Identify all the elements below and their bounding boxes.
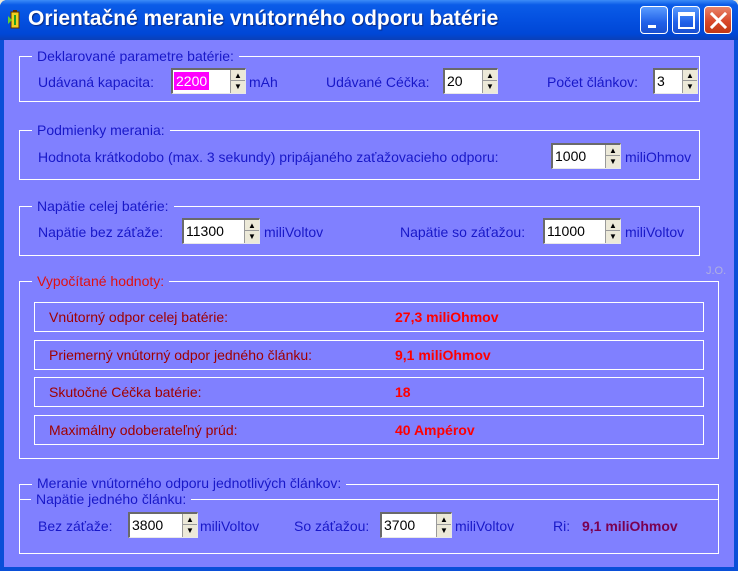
cell-measure-legend: Meranie vnútorného odporu jednotlivých článkov:	[32, 475, 346, 491]
c-rating-input[interactable]: 20	[447, 73, 463, 89]
voltage-no-load-label: Napätie bez záťaže:	[38, 224, 164, 240]
result-label: Maximálny odoberateľný prúd:	[49, 422, 238, 438]
spin-down-icon[interactable]: ▼	[609, 232, 617, 241]
conditions-legend: Podmienky merania:	[32, 122, 170, 138]
result-label: Vnútorný odpor celej batérie:	[49, 309, 228, 325]
c-rating-spinner[interactable]	[443, 68, 498, 94]
ri-value: 9,1 miliOhmov	[582, 518, 678, 534]
cell-voltage-legend: Napätie jedného článku:	[31, 491, 191, 507]
load-resistor-spin-arrows[interactable]	[605, 145, 620, 168]
ri-label: Ri:	[553, 518, 571, 534]
cells-count-input[interactable]: 3	[657, 73, 665, 89]
cells-count-label: Počet článkov:	[547, 74, 639, 90]
voltage-load-label: Napätie so záťažou:	[400, 224, 526, 240]
cells-count-spinner[interactable]	[653, 68, 698, 94]
cell-no-load-input[interactable]: 3800	[132, 517, 164, 533]
spin-up-icon[interactable]: ▲	[683, 70, 697, 81]
capacity-input[interactable]: 2200	[176, 73, 208, 89]
result-value: 40 Ampérov	[395, 422, 475, 438]
voltage-load-unit: miliVoltov	[625, 224, 685, 240]
capacity-unit: mAh	[249, 74, 278, 90]
spin-up-icon[interactable]: ▲	[437, 514, 451, 525]
capacity-label: Udávaná kapacita:	[38, 74, 154, 90]
cell-no-load-spinner[interactable]	[128, 512, 198, 538]
cells-count-spin-arrows[interactable]	[682, 70, 697, 93]
spin-up-icon[interactable]: ▲	[606, 145, 620, 156]
voltage-load-spin-arrows[interactable]	[605, 220, 620, 243]
minimize-button[interactable]	[640, 6, 668, 34]
c-rating-label: Udávané Céčka:	[326, 74, 430, 90]
voltage-load-input[interactable]: 11000	[547, 223, 585, 239]
cell-load-unit: miliVoltov	[455, 518, 515, 534]
spin-down-icon[interactable]: ▼	[440, 526, 448, 535]
maximize-button[interactable]	[672, 6, 700, 34]
result-value: 27,3 miliOhmov	[395, 309, 499, 325]
battery-voltage-legend: Napätie celej batérie:	[32, 198, 174, 214]
cell-load-spinner[interactable]	[380, 512, 452, 538]
result-value: 18	[395, 384, 411, 400]
result-value: 9,1 miliOhmov	[395, 347, 491, 363]
spin-up-icon[interactable]: ▲	[483, 70, 497, 81]
cell-load-input[interactable]: 3700	[384, 517, 416, 533]
result-row	[34, 415, 704, 445]
title-bar[interactable]	[0, 0, 738, 40]
voltage-no-load-unit: miliVoltov	[264, 224, 324, 240]
voltage-load-spinner[interactable]	[543, 218, 621, 244]
spin-down-icon[interactable]: ▼	[486, 82, 494, 91]
cell-no-load-spin-arrows[interactable]	[182, 514, 197, 537]
author-mark: J.O.	[706, 265, 727, 277]
close-button[interactable]	[704, 6, 732, 34]
result-label: Skutočné Céčka batérie:	[49, 384, 202, 400]
battery-app-icon	[6, 10, 24, 30]
spin-up-icon[interactable]: ▲	[606, 220, 620, 231]
voltage-no-load-spinner[interactable]	[182, 218, 260, 244]
result-row	[34, 340, 704, 370]
spin-up-icon[interactable]: ▲	[183, 514, 197, 525]
spin-down-icon[interactable]: ▼	[686, 82, 694, 91]
spin-up-icon[interactable]: ▲	[245, 220, 259, 231]
client-area	[4, 40, 734, 567]
result-row	[34, 377, 704, 407]
cell-no-load-unit: miliVoltov	[200, 518, 260, 534]
load-resistor-label: Hodnota krátkodobo (max. 3 sekundy) pripájaného zaťažovacieho odporu:	[38, 149, 499, 165]
maximize-icon	[673, 7, 701, 35]
load-resistor-input[interactable]: 1000	[555, 148, 587, 164]
minimize-icon	[641, 7, 669, 35]
result-row	[34, 302, 704, 332]
result-label: Priemerný vnútorný odpor jedného článku:	[49, 347, 313, 363]
capacity-spinner[interactable]	[171, 68, 246, 94]
cell-load-spin-arrows[interactable]	[436, 514, 451, 537]
spin-down-icon[interactable]: ▼	[248, 232, 256, 241]
cell-load-label: So záťažou:	[294, 518, 370, 534]
window-title: Orientačné meranie vnútorného odporu batérie	[28, 7, 499, 30]
capacity-spin-arrows[interactable]	[230, 70, 245, 93]
voltage-no-load-input[interactable]: 11300	[186, 223, 224, 239]
close-icon	[705, 7, 733, 35]
load-resistor-unit: miliOhmov	[625, 149, 692, 165]
results-legend: Vypočítané hodnoty:	[32, 273, 169, 289]
spin-down-icon[interactable]: ▼	[234, 82, 242, 91]
load-resistor-spinner[interactable]	[551, 143, 621, 169]
c-rating-spin-arrows[interactable]	[482, 70, 497, 93]
spin-down-icon[interactable]: ▼	[609, 157, 617, 166]
voltage-no-load-spin-arrows[interactable]	[244, 220, 259, 243]
declared-params-legend: Deklarované parametre batérie:	[32, 48, 239, 64]
cell-no-load-label: Bez záťaže:	[38, 518, 113, 534]
spin-down-icon[interactable]: ▼	[186, 526, 194, 535]
spin-up-icon[interactable]: ▲	[231, 70, 245, 81]
